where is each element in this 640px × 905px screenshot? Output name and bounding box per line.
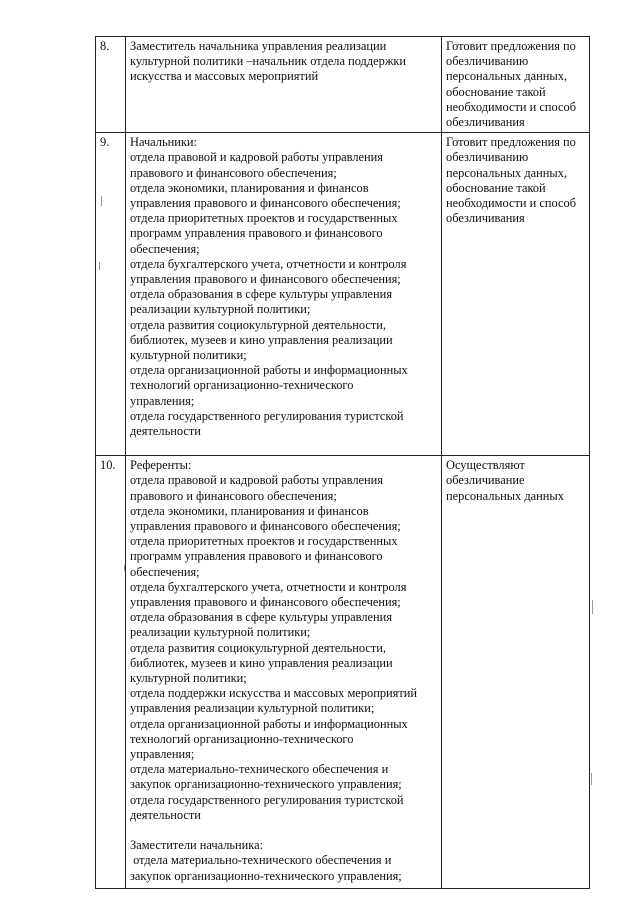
text-line: отдела материально-технического обеспечения и bbox=[130, 762, 389, 777]
text-line: отдела правовой и кадровой работы управления bbox=[130, 473, 384, 488]
text-line: Готовит предложения по bbox=[446, 135, 576, 150]
scan-artifact bbox=[592, 600, 593, 614]
text-line: отдела образования в сфере культуры управления bbox=[130, 610, 393, 625]
text-line: управления; bbox=[130, 747, 195, 762]
row-number: 10. bbox=[96, 456, 126, 889]
text-line: Заместитель начальника управления реализации bbox=[130, 39, 387, 53]
position-description bbox=[126, 456, 442, 889]
text-line: отдела бухгалтерского учета, отчетности и контроля bbox=[130, 256, 407, 271]
text-line: программ управления правового и финансового bbox=[130, 226, 383, 241]
text-line: персональных данных, bbox=[446, 69, 568, 84]
text-line: обезличиванию bbox=[446, 54, 529, 69]
text-line: отдела образования в сфере культуры управления bbox=[130, 287, 393, 302]
text-line: отдела развития социокультурной деятельности, bbox=[130, 640, 387, 655]
position-description bbox=[126, 37, 442, 133]
text-line: Референты: bbox=[130, 458, 192, 473]
table-row bbox=[96, 456, 590, 889]
text-line: отдела государственного регулирования туристской bbox=[130, 408, 404, 423]
text-line: реализации культурной политики; bbox=[130, 302, 311, 317]
text-line: правового и финансового обеспечения; bbox=[130, 488, 337, 503]
text-line: персональных данных bbox=[446, 488, 564, 503]
text-line: управления; bbox=[130, 393, 195, 408]
text-line: правового и финансового обеспечения; bbox=[130, 165, 337, 180]
text-line: отдела поддержки искусства и массовых мероприятий bbox=[130, 686, 418, 701]
text-line: отдела экономики, планирования и финансов bbox=[130, 180, 369, 195]
text-line: обеспечения; bbox=[130, 564, 200, 579]
text-line: управления правового и финансового обеспечения; bbox=[130, 272, 401, 287]
text-line: технологий организационно-технического bbox=[130, 731, 354, 746]
text-line: отдела материально-технического обеспечения и bbox=[130, 853, 392, 868]
text-line: персональных данных, bbox=[446, 165, 568, 180]
text-line: Осуществляют bbox=[446, 458, 525, 473]
scan-artifact bbox=[124, 565, 125, 571]
text-line: программ управления правового и финансового bbox=[130, 549, 383, 564]
text-line: обоснование такой bbox=[446, 180, 546, 195]
text-line: обезличивания bbox=[446, 211, 525, 226]
text-line: обоснование такой bbox=[446, 84, 546, 99]
text-line: Начальники: bbox=[130, 135, 197, 150]
text-line: управления правового и финансового обеспечения; bbox=[130, 196, 401, 211]
text-line: отдела организационной работы и информационных bbox=[130, 716, 408, 731]
row-number: 8. bbox=[96, 37, 126, 133]
text-line: реализации культурной политики; bbox=[130, 625, 311, 640]
scan-artifact bbox=[101, 196, 102, 206]
text-line: Заместители начальника: bbox=[130, 838, 264, 853]
text-line: искусства и массовых мероприятий bbox=[130, 69, 319, 84]
text-line: необходимости и способ bbox=[446, 99, 577, 114]
responsibility-description bbox=[442, 37, 590, 133]
text-line: библиотек, музеев и кино управления реализации bbox=[130, 332, 393, 347]
text-line: обезличивание bbox=[446, 473, 525, 488]
text-line: обеспечения; bbox=[130, 241, 200, 256]
text-line: обезличиванию bbox=[446, 150, 529, 165]
text-line: отдела государственного регулирования туристской bbox=[130, 792, 404, 807]
text-line: обезличивания bbox=[446, 115, 525, 130]
personal-data-responsibility-table bbox=[95, 36, 590, 889]
text-line: деятельности bbox=[130, 807, 201, 822]
text-line: управления правового и финансового обеспечения; bbox=[130, 519, 401, 534]
text-line: отдела развития социокультурной деятельности, bbox=[130, 317, 387, 332]
table-row bbox=[96, 133, 590, 456]
text-line: отдела экономики, планирования и финансов bbox=[130, 503, 369, 518]
text-line: отдела правовой и кадровой работы управления bbox=[130, 150, 384, 165]
text-line: культурной политики; bbox=[130, 348, 247, 363]
paragraph-gap bbox=[130, 823, 437, 838]
text-line: закупок организационно-технического управления; bbox=[130, 777, 402, 792]
responsibility-description bbox=[442, 456, 590, 889]
text-line: технологий организационно-технического bbox=[130, 378, 354, 393]
table-row bbox=[96, 37, 590, 133]
scan-artifact bbox=[591, 773, 592, 785]
text-line: библиотек, музеев и кино управления реализации bbox=[130, 655, 393, 670]
text-line: культурной политики; bbox=[130, 671, 247, 686]
row-number: 9. bbox=[96, 133, 126, 456]
text-line: отдела приоритетных проектов и государственных bbox=[130, 534, 398, 549]
position-description bbox=[126, 133, 442, 456]
text-line: необходимости и способ bbox=[446, 196, 577, 211]
text-line: Готовит предложения по bbox=[446, 39, 576, 53]
scan-artifact bbox=[99, 262, 100, 270]
text-line: отдела приоритетных проектов и государственных bbox=[130, 211, 398, 226]
text-line: управления реализации культурной политики; bbox=[130, 701, 375, 716]
text-line: закупок организационно-технического управления; bbox=[130, 868, 402, 883]
responsibility-description bbox=[442, 133, 590, 456]
text-line: культурной политики –начальник отдела поддержки bbox=[130, 54, 407, 69]
text-line: отдела организационной работы и информационных bbox=[130, 363, 408, 378]
text-line: управления правового и финансового обеспечения; bbox=[130, 595, 401, 610]
text-line: отдела бухгалтерского учета, отчетности и контроля bbox=[130, 579, 407, 594]
text-line: деятельности bbox=[130, 424, 201, 439]
